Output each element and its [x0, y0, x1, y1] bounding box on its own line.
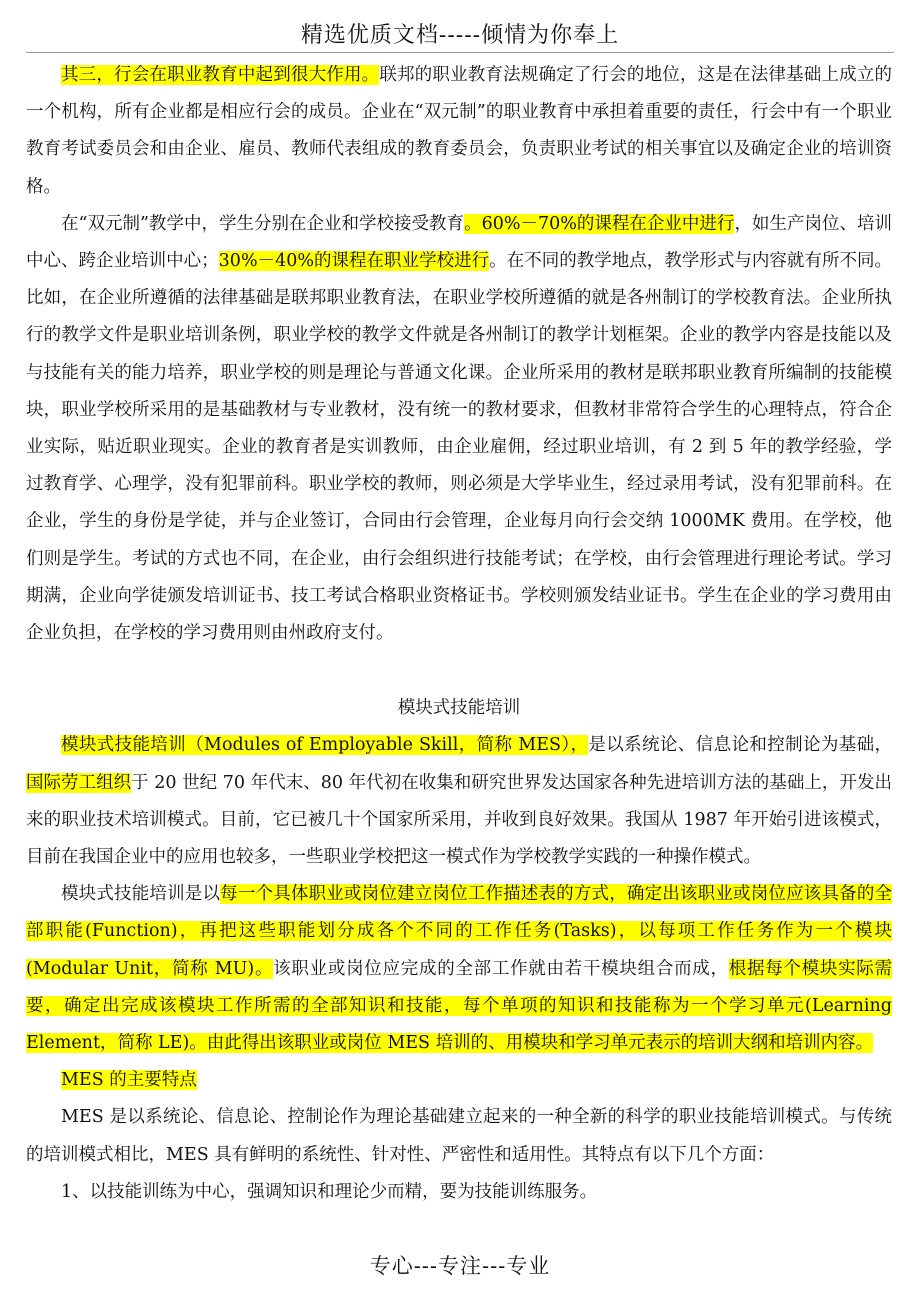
highlight: 每一个具体职业或岗位建立岗位工作描述表的方式，确定出该职业或岗位应该具备的全部职能(Function)，再把这些职能划分成各个不同的工作任务(Tasks)，以每项工作任务作为一个模块(Modular Unit，简称 MU)。 [26, 884, 893, 979]
text: 于 20 世纪 70 年代末、80 年代初在收集和研究世界发达国家各种先进培训方法的基础上，开发出来的职业技术培训模式。目前，它已被几十个国家所采用，并收到良好效果。我国从 1987 年开始引进该模式，目前在我国企业中的应用也较多，一些职业学校把这一模式作为学校教学实践的一种操作模式。 [26, 772, 892, 868]
paragraph-mes-features [26, 1099, 892, 1173]
highlight: 。60%－70%的课程在企业中进行 [464, 213, 735, 234]
text: 在“双元制”教学中，学生分别在企业和学校接受教育 [61, 213, 465, 234]
highlight: 国际劳工组织 [26, 772, 132, 793]
text: 该职业或岗位应完成的全部工作就由若干模块组合而成， [273, 958, 729, 979]
text: 联邦的职业教育法规确定了行会的地位，这是在法律基础上成立的一个机构，所有企业都是相应行会的成员。企业在“双元制”的职业教育中承担着重要的责任，行会中有一个职业教育考试委员会和由企业、雇员、教师代表组成的教育委员会，负责职业考试的相关事宜以及确定企业的培训资格。 [26, 65, 893, 197]
text: 模块式技能培训是以 [61, 884, 221, 905]
text: 1、以技能训练为中心，强调知识和理论少而精，要为技能训练服务。 [61, 1181, 598, 1202]
highlight: MES 的主要特点 [61, 1070, 197, 1091]
paragraph-mes-method [26, 876, 892, 1062]
document-body [26, 57, 892, 1211]
highlight: 模块式技能培训（Modules of Employable Skill，简称 MES）， [61, 735, 589, 756]
subheading-mes-features [26, 1062, 892, 1099]
text: 是以系统论、信息论和控制论为基础， [588, 735, 893, 756]
page-footer: 专心---专注---专业 [369, 1254, 551, 1278]
text: 。在不同的教学地点，教学形式与内容就有所不同。比如，在企业所遵循的法律基础是联邦职业教育法，在职业学校所遵循的就是各州制订的学校教育法。企业所执行的教学文件是职业培训条例，职业学校的教学文件就是各州制订的教学计划框架。企业的教学内容是技能以及与技能有关的能力培养，职业学校的则是理论与普通文化课。企业所采用的教材是联邦职业教育所编制的技能模块，职业学校所采用的是基础教材与专业教材，没有统一的教材要求，但教材非常符合学生的心理特点，符合企业实际，贴近职业现实。企业的教育者是实训教师，由企业雇佣，经过职业培训，有 2 到 5 年的教学经验，学过教育学、心理学，没有犯罪前科。职业学校的教师，则必须是大学毕业生，经过录用考试，没有犯罪前科。在企业，学生的身份是学徒，并与企业签订，合同由行会管理，企业每月向行会交纳 1000MK 费用。在学校，他们则是学生。考试的方式也不同，在企业，由行会组织进行技能考试；在学校，由行会管理进行理论考试。学习期满，企业向学徒颁发培训证书、技工考试合格职业资格证书。学校则颁发结业证书。学生在企业的学习费用由企业负担，在学校的学习费用则由州政府支付。 [26, 251, 893, 644]
blank-line [26, 652, 892, 690]
section-title: 模块式技能培训 [397, 698, 521, 719]
highlight: 根据每个模块实际需要，确定出完成该模块工作所需的全部知识和技能，每个单项的知识和技能称为一个学习单元(Learning Element，简称 LE)。由此得出该职业或岗位 MES 培训的、用模块和学习单元表示的培训大纲和培训内容。 [26, 958, 893, 1054]
header-rule [26, 52, 894, 53]
list-item-1 [26, 1174, 892, 1211]
text: ，如生产岗位、培训中心、跨企业培训中心； [26, 213, 892, 272]
paragraph-guild-role [26, 57, 892, 206]
page-header: 精选优质文档-----倾情为你奉上 [300, 23, 620, 48]
highlight: 30%－40%的课程在职业学校进行 [218, 251, 490, 272]
highlight: 其三，行会在职业教育中起到很大作用。 [61, 65, 380, 85]
paragraph-mes-intro [26, 727, 892, 876]
paragraph-dual-system [26, 206, 892, 652]
text: MES 是以系统论、信息论、控制论作为理论基础建立起来的一种全新的科学的职业技能培训模式。与传统的培训模式相比，MES 具有鲜明的系统性、针对性、严密性和适用性。其特点有以下几个方面： [26, 1107, 892, 1165]
